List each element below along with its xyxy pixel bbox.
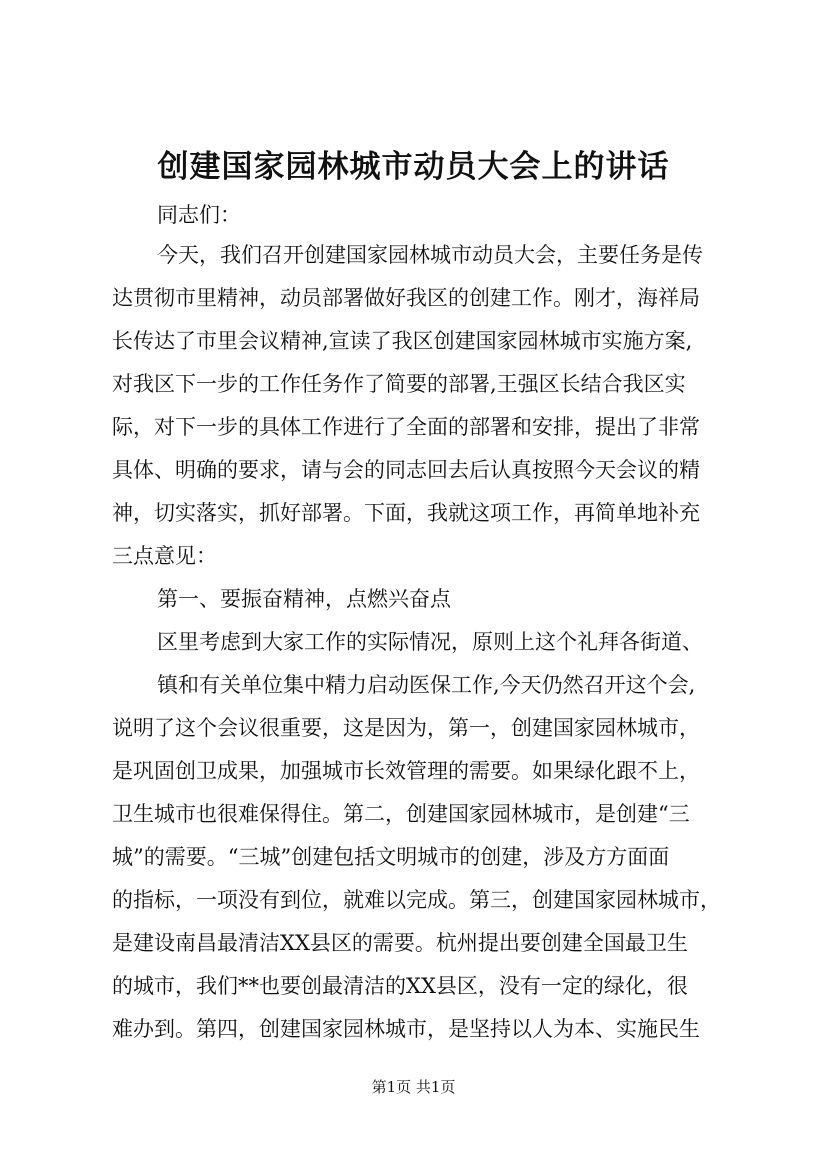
text-line: 卫生城市也很难保得住。第二，创建国家园林城市，是创建“三 [112, 802, 690, 826]
text-line: 说明了这个会议很重要，这是因为，第一，创建国家园林城市， [112, 716, 700, 740]
text-line: 今天，我们召开创建国家园林城市动员大会，主要任务是传 [157, 243, 703, 267]
text-line: 是巩固创卫成果，加强城市长效管理的需要。如果绿化跟不上， [112, 759, 700, 783]
salutation: 同志们： [157, 203, 241, 227]
text-line: 城”的需要。“三城”创建包括文明城市的创建，涉及方方面面 [112, 845, 670, 869]
text-line: 际，对下一步的具体工作进行了全面的部署和安排，提出了非常 [112, 415, 700, 439]
text-line: 神，切实落实，抓好部署。下面，我就这项工作，再简单地补充 [112, 501, 700, 525]
text-line: 区里考虑到大家工作的实际情况，原则上这个礼拜各街道、 [157, 630, 703, 654]
section-heading: 第一、要振奋精神，点燃兴奋点 [157, 587, 451, 611]
page-footer: 第1页 共1页 [371, 1078, 456, 1096]
text-line: 镇和有关单位集中精力启动医保工作,今天仍然召开这个会, [157, 673, 696, 697]
text-line: 的指标，一项没有到位，就难以完成。第三，创建国家园林城市， [112, 888, 721, 912]
text-line: 达贯彻市里精神，动员部署做好我区的创建工作。刚才，海祥局 [112, 286, 700, 310]
document-title: 创建国家园林城市动员大会上的讲话 [157, 149, 670, 185]
text-line: 三点意见： [112, 544, 217, 568]
text-line: 长传达了市里会议精神,宣读了我区创建国家园林城市实施方案, [112, 329, 693, 353]
text-line: 难办到。第四，创建国家园林城市，是坚持以人为本、实施民生 [112, 1017, 700, 1041]
text-line: 对我区下一步的工作任务作了简要的部署,王强区长结合我区实 [112, 372, 686, 396]
text-line: 的城市，我们**也要创最清洁的XX县区，没有一定的绿化，很 [112, 974, 688, 998]
text-line: 具体、明确的要求，请与会的同志回去后认真按照今天会议的精 [112, 458, 700, 482]
text-line: 是建设南昌最清洁XX县区的需要。杭州提出要创建全国最卫生 [112, 931, 688, 955]
